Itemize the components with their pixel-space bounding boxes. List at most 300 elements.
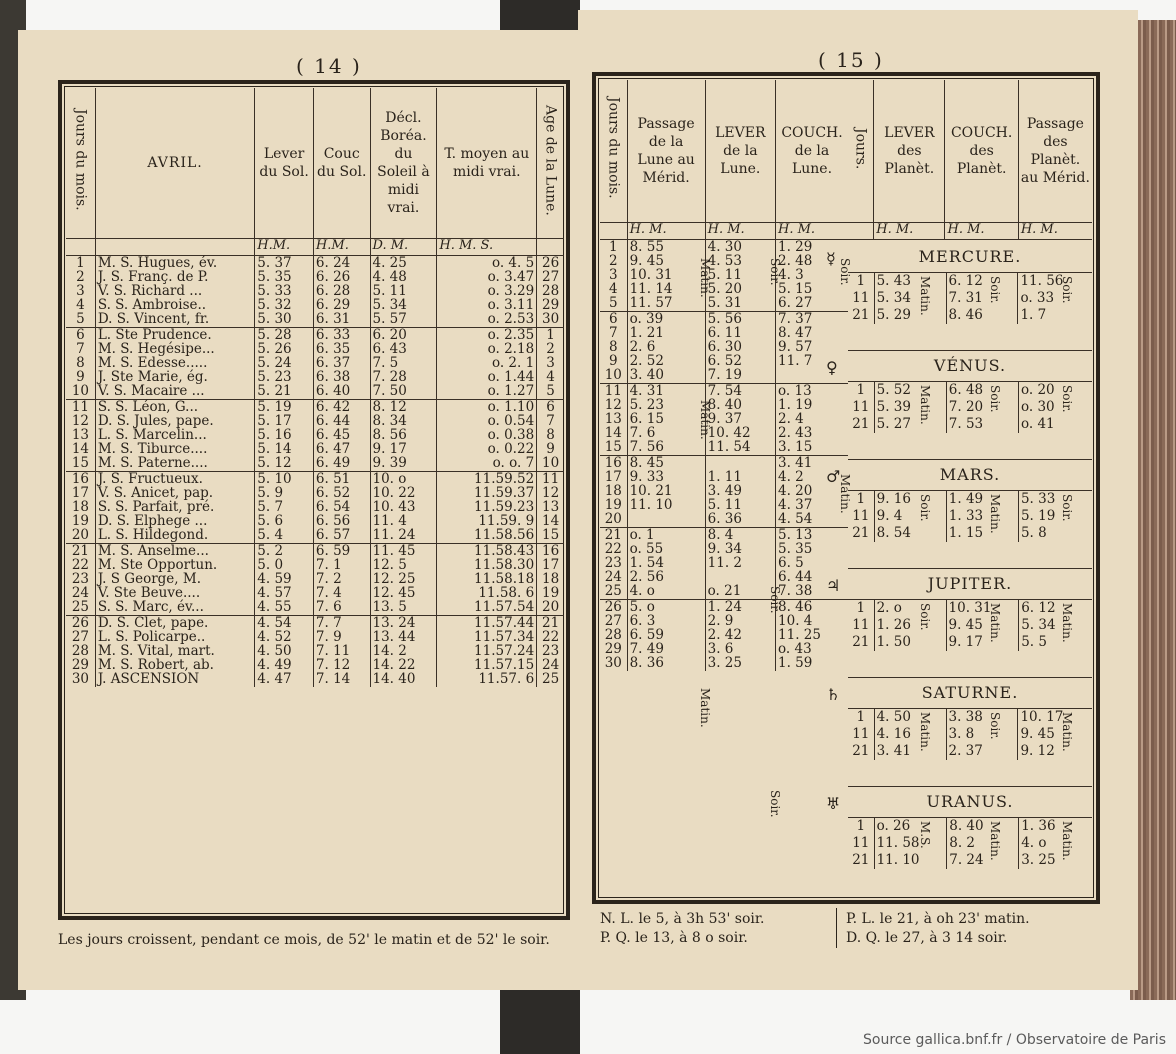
table-row	[66, 342, 564, 356]
moon-age-cell: 9	[537, 442, 564, 456]
mean-time-cell: o. 2.53	[437, 312, 537, 327]
col-moonset-header: COUCH. de la Lune.	[776, 80, 848, 222]
right-page	[578, 10, 1138, 990]
left-page	[18, 30, 580, 990]
day-cell: 23	[604, 554, 622, 571]
planet-label: VÉNUS.	[933, 356, 1007, 375]
moon-table	[600, 80, 848, 671]
declination-cell: 11. 24	[370, 528, 437, 543]
planet-meridian-cell: 11. 56	[1018, 273, 1092, 290]
table-row	[600, 296, 848, 311]
sunset-cell: 6. 26	[313, 270, 370, 284]
table-row	[66, 514, 564, 528]
planet-note: Matin.	[988, 494, 1002, 534]
saint-cell: J. S. Franç. de P.	[95, 270, 254, 284]
planet-note: Soir.	[918, 603, 932, 631]
moon-phase-line: D. Q. le 27, à 3 14 soir.	[846, 930, 1008, 946]
table-row	[66, 630, 564, 644]
planet-rise-cell: 4. 50	[874, 709, 946, 726]
day-cell: 25	[71, 599, 89, 616]
day-cell: 9	[76, 369, 85, 386]
table-row	[848, 290, 1092, 307]
col-days-header: Jours du mois.	[600, 80, 627, 222]
sunrise-cell: 4. 55	[255, 600, 314, 615]
planet-note: Soir.	[918, 494, 932, 522]
sunrise-cell: 5. 7	[255, 500, 314, 514]
day-cell: 1	[856, 491, 866, 508]
day-cell: 4	[608, 281, 618, 298]
moon-meridian-cell: 5. 23	[627, 398, 705, 412]
moonrise-cell: 11. 54	[705, 440, 775, 455]
planet-set-cell: 7. 20	[946, 399, 1018, 416]
day-cell: 9	[608, 353, 618, 370]
moonset-cell: 8. 47	[776, 326, 848, 340]
moonrise-cell: 9. 34	[705, 542, 775, 556]
moon-phases-right	[846, 910, 1030, 948]
sunset-cell: 6. 51	[313, 471, 370, 486]
moon-phase-line: P. Q. le 13, à 8 o soir.	[600, 930, 748, 946]
declination-cell: 8. 34	[370, 414, 437, 428]
table-row	[600, 542, 848, 556]
planet-meridian-cell: 5. 5	[1019, 634, 1092, 651]
sunrise-cell: 4. 50	[255, 644, 314, 658]
moon-meridian-cell: 2. 6	[627, 340, 705, 354]
day-cell: 27	[604, 612, 622, 629]
planet-set-cell: 8. 40	[947, 818, 1019, 835]
sunrise-cell: 5. 21	[255, 384, 314, 399]
unit-label: H. M.	[705, 222, 775, 239]
table-row	[66, 255, 564, 270]
table-row	[66, 658, 564, 672]
day-cell: 19	[604, 497, 622, 514]
planet-block	[826, 568, 1092, 677]
planet-rise-cell: 5. 43	[874, 273, 946, 290]
table-row	[848, 382, 1092, 399]
declination-cell: 4. 25	[370, 255, 437, 270]
planet-block	[826, 786, 1092, 895]
sunrise-cell: 5. 0	[255, 558, 314, 572]
day-cell: 21	[852, 525, 870, 542]
planet-block	[826, 350, 1092, 459]
planets-header	[848, 80, 1092, 240]
planet-rise-cell: 2. o	[874, 600, 946, 617]
mean-time-cell: o. 0.22	[437, 442, 537, 456]
table-row	[848, 726, 1092, 743]
planet-note: Matin.	[918, 712, 932, 752]
moon-note: Matin.	[698, 258, 712, 298]
moon-age-cell: 28	[537, 284, 564, 298]
moon-age-cell: 3	[537, 356, 564, 370]
table-row	[600, 614, 848, 628]
moonrise-cell	[705, 570, 775, 584]
planet-note: Soir.	[1060, 385, 1074, 413]
table-row	[848, 709, 1092, 726]
sunrise-cell: 5. 23	[255, 370, 314, 384]
sunset-cell: 6. 31	[313, 312, 370, 327]
declination-cell: 5. 11	[370, 284, 437, 298]
planet-set-cell: 3. 38	[946, 709, 1018, 726]
planet-note: Matin.	[1060, 603, 1074, 643]
footer-note: Les jours croissent, pendant ce mois, de 52' le matin et de 52' le soir.	[58, 932, 550, 948]
moonrise-cell: 4. 30	[705, 239, 775, 254]
day-cell: 5	[608, 295, 618, 312]
sunset-cell: 6. 49	[313, 456, 370, 471]
moon-phases-left	[600, 910, 764, 948]
sunset-cell: 6. 47	[313, 442, 370, 456]
sunset-cell: 6. 40	[313, 384, 370, 399]
mean-time-cell: o. 1.44	[437, 370, 537, 384]
col-days-header: Jours du mois.	[66, 88, 95, 238]
planet-block	[826, 677, 1092, 786]
moonset-cell: 5. 15	[776, 282, 848, 296]
planet-set-cell: 8. 2	[947, 835, 1019, 852]
day-cell: 24	[71, 585, 89, 602]
day-cell: 21	[852, 416, 870, 433]
sunrise-cell: 5. 33	[255, 284, 314, 298]
moonset-cell: o. 13	[776, 383, 848, 398]
day-cell: 27	[71, 628, 89, 645]
moonrise-cell: 11. 2	[705, 556, 775, 570]
table-row	[66, 384, 564, 399]
day-cell: 1	[856, 709, 866, 726]
sunset-cell: 7. 4	[313, 586, 370, 600]
day-cell: 18	[71, 498, 89, 515]
table-row	[66, 471, 564, 486]
sunrise-cell: 5. 26	[255, 342, 314, 356]
declination-cell: 10. 22	[370, 486, 437, 500]
sunrise-cell: 5. 10	[255, 471, 314, 486]
mean-time-cell: 11.58.56	[437, 528, 537, 543]
moon-age-cell: 5	[537, 384, 564, 399]
saint-cell: M. S. Paterne....	[95, 456, 254, 471]
saint-cell: J. Ste Marie, ég.	[95, 370, 254, 384]
col-planet-meridian-header: Passage des Planèt. au Mérid.	[1018, 80, 1092, 222]
col-declination-header: Décl. Boréa. du Soleil à midi vrai.	[370, 88, 437, 238]
planet-rise-cell: 9. 16	[874, 491, 946, 508]
moon-meridian-cell: 8. 36	[627, 656, 705, 670]
day-cell: 7	[608, 324, 618, 341]
moon-meridian-cell: 1. 21	[627, 326, 705, 340]
moon-age-cell: 25	[537, 672, 564, 686]
mean-time-cell: 11.59.23	[437, 500, 537, 514]
planet-name	[826, 460, 1092, 491]
day-cell: 11	[852, 617, 870, 634]
moonset-cell: 3. 41	[776, 455, 848, 470]
day-cell: 19	[71, 513, 89, 530]
planet-set-cell: 6. 48	[946, 382, 1018, 399]
planet-set-cell: 3. 8	[946, 726, 1018, 743]
moonrise-cell: 2. 9	[705, 614, 775, 628]
sunrise-cell: 5. 14	[255, 442, 314, 456]
mean-time-cell: 11.58.43	[437, 543, 537, 558]
mean-time-cell: o. 4. 5	[437, 255, 537, 270]
planet-rise-cell: 5. 29	[874, 307, 946, 324]
day-cell: 25	[604, 583, 622, 600]
moon-meridian-cell: 5. o	[627, 599, 705, 614]
moonset-cell: o. 43	[776, 642, 848, 656]
planet-note: M.S.	[918, 821, 932, 849]
table-row	[600, 656, 848, 670]
col-planet-set-header: COUCH. des Planèt.	[945, 80, 1018, 222]
day-cell: 21	[600, 527, 627, 542]
day-cell: 14	[71, 441, 89, 458]
sunset-cell: 6. 44	[313, 414, 370, 428]
moon-age-cell: 17	[537, 558, 564, 572]
declination-cell: 11. 45	[370, 543, 437, 558]
declination-cell: 8. 56	[370, 428, 437, 442]
table-row	[66, 298, 564, 312]
planet-set-cell: 9. 45	[946, 617, 1019, 634]
planet-label: URANUS.	[926, 792, 1014, 811]
moon-note: Matin.	[698, 688, 712, 728]
day-cell: 12	[604, 396, 622, 413]
mean-time-cell: o. 2. 1	[437, 356, 537, 370]
table-row	[66, 327, 564, 342]
day-cell: 18	[604, 482, 622, 499]
day-cell: 1	[856, 273, 866, 290]
moon-age-cell: 10	[537, 456, 564, 471]
moon-age-cell: 26	[537, 255, 564, 270]
planet-meridian-cell: o. 41	[1018, 416, 1092, 433]
mean-time-cell: o. o. 7	[437, 456, 537, 471]
moon-age-cell: 6	[537, 399, 564, 414]
saint-cell: D. S. Jules, pape.	[95, 414, 254, 428]
day-cell: 21	[66, 543, 95, 558]
mean-time-cell: 11.59.37	[437, 486, 537, 500]
day-cell: 30	[604, 655, 622, 672]
moon-age-cell: 27	[537, 270, 564, 284]
april-sun-table	[66, 88, 564, 687]
day-cell: 23	[71, 570, 89, 587]
unit-label: H.M.	[255, 238, 314, 255]
day-cell: 20	[604, 511, 622, 528]
table-row	[600, 383, 848, 398]
planet-set-cell: 7. 53	[946, 416, 1018, 433]
mean-time-cell: 11.59.52	[437, 471, 537, 486]
moon-age-cell: 4	[537, 370, 564, 384]
saint-cell: M. S. Vital, mart.	[95, 644, 254, 658]
declination-cell: 9. 17	[370, 442, 437, 456]
moonrise-cell: 9. 37	[705, 412, 775, 426]
moon-meridian-cell: 4. o	[627, 584, 705, 599]
moonrise-cell: 7. 19	[705, 368, 775, 383]
moon-age-cell: 8	[537, 428, 564, 442]
table-row	[848, 835, 1092, 852]
day-cell: 8	[608, 338, 618, 355]
planet-note: Matin.	[1060, 712, 1074, 752]
moonset-cell: 7. 38	[776, 584, 848, 599]
moon-age-cell: 29	[537, 298, 564, 312]
mean-time-cell: o. 3.11	[437, 298, 537, 312]
unit-label: H. M.	[1018, 222, 1092, 239]
sunrise-cell: 4. 49	[255, 658, 314, 672]
planet-meridian-cell: o. 30	[1018, 399, 1092, 416]
table-row	[848, 491, 1092, 508]
day-cell: 11	[852, 508, 870, 525]
planet-symbol-icon: ♄	[826, 685, 842, 704]
saint-cell: L. S. Marcelin...	[95, 428, 254, 442]
table-row	[600, 470, 848, 484]
table-row	[66, 586, 564, 600]
moonset-cell: 6. 5	[776, 556, 848, 570]
table-row	[66, 414, 564, 428]
declination-cell: 7. 5	[370, 356, 437, 370]
moonset-cell: 4. 37	[776, 498, 848, 512]
table-row	[600, 239, 848, 254]
planet-set-cell: 1. 33	[946, 508, 1018, 525]
table-row	[848, 525, 1092, 542]
day-cell: 2	[76, 268, 85, 285]
moon-meridian-cell: 2. 56	[627, 570, 705, 584]
moonset-cell: 4. 20	[776, 484, 848, 498]
moon-meridian-cell: 3. 40	[627, 368, 705, 383]
planet-set-cell: 10. 31	[946, 600, 1019, 617]
sunrise-cell: 5. 19	[255, 399, 314, 414]
planets-area	[826, 242, 1092, 895]
table-row	[600, 368, 848, 383]
table-row	[600, 556, 848, 570]
moon-meridian-cell: 9. 45	[627, 254, 705, 268]
planet-meridian-cell: 3. 25	[1019, 852, 1092, 869]
planet-rise-cell: 9. 4	[874, 508, 946, 525]
declination-cell: 9. 39	[370, 456, 437, 471]
day-cell: 24	[604, 569, 622, 586]
planet-set-cell: 2. 37	[946, 743, 1018, 760]
day-cell: 28	[71, 642, 89, 659]
table-row	[66, 270, 564, 284]
day-cell: 6	[600, 311, 627, 326]
moonset-cell: 5. 35	[776, 542, 848, 556]
saint-cell: L. S. Policarpe..	[95, 630, 254, 644]
declination-cell: 12. 5	[370, 558, 437, 572]
sunrise-cell: 5. 17	[255, 414, 314, 428]
sunset-cell: 6. 24	[313, 255, 370, 270]
planet-meridian-cell: 1. 7	[1018, 307, 1092, 324]
table-row	[600, 599, 848, 614]
saint-cell: S. S. Parfait, pré.	[95, 500, 254, 514]
mean-time-cell: o. 1.27	[437, 384, 537, 399]
day-cell: 15	[604, 439, 622, 456]
table-row	[66, 399, 564, 414]
mean-time-cell: 11.57.44	[437, 615, 537, 630]
saint-cell: J. S. Fructueux.	[95, 471, 254, 486]
table-row	[848, 508, 1092, 525]
moonrise-cell: 3. 6	[705, 642, 775, 656]
declination-cell: 10. o	[370, 471, 437, 486]
planet-note: Matin.	[918, 385, 932, 425]
table-row	[600, 512, 848, 527]
planet-symbol-icon: ♂	[826, 467, 842, 486]
day-cell: 30	[71, 671, 89, 688]
saint-cell: V. S. Richard ...	[95, 284, 254, 298]
page-number: ( 15 )	[818, 48, 884, 72]
planet-note: Matin.	[1060, 821, 1074, 861]
sunrise-cell: 5. 2	[255, 543, 314, 558]
day-cell: 3	[608, 266, 618, 283]
moon-meridian-cell: 6. 15	[627, 412, 705, 426]
day-cell: 17	[604, 468, 622, 485]
table-row	[66, 456, 564, 471]
saint-cell: D. S. Vincent, fr.	[95, 312, 254, 327]
mean-time-cell: 11.58.18	[437, 572, 537, 586]
moonrise-cell: 4. 53	[705, 254, 775, 268]
declination-cell: 5. 34	[370, 298, 437, 312]
table-row	[66, 486, 564, 500]
day-cell: 10	[71, 383, 89, 400]
col-mean-time-header: T. moyen au midi vrai.	[437, 88, 537, 238]
moon-meridian-cell: 9. 33	[627, 470, 705, 484]
moon-age-cell: 13	[537, 500, 564, 514]
mean-time-cell: o. 1.10	[437, 399, 537, 414]
moonset-cell: 1. 19	[776, 398, 848, 412]
table-row	[600, 412, 848, 426]
declination-cell: 7. 50	[370, 384, 437, 399]
day-cell: 29	[604, 641, 622, 658]
table-row	[848, 399, 1092, 416]
sunrise-cell: 5. 24	[255, 356, 314, 370]
saint-cell: M. S. Edesse.....	[95, 356, 254, 370]
moonrise-cell: 7. 54	[705, 383, 775, 398]
saint-cell: M. S. Hegésipe...	[95, 342, 254, 356]
sunset-cell: 7. 14	[313, 672, 370, 686]
moonset-cell: 5. 13	[776, 527, 848, 542]
planet-table	[848, 818, 1092, 869]
moon-meridian-cell: 8. 55	[627, 239, 705, 254]
day-cell: 15	[71, 455, 89, 472]
moonrise-cell: 10. 42	[705, 426, 775, 440]
table-row	[600, 484, 848, 498]
unit-label: H. M.	[874, 222, 945, 239]
moon-meridian-cell: 4. 31	[627, 383, 705, 398]
saint-cell: M. S. Tiburce....	[95, 442, 254, 456]
sunset-cell: 6. 42	[313, 399, 370, 414]
moon-meridian-cell: 6. 3	[627, 614, 705, 628]
planet-meridian-cell: 5. 34	[1019, 617, 1092, 634]
declination-cell: 13. 5	[370, 600, 437, 615]
sunrise-cell: 4. 57	[255, 586, 314, 600]
day-cell: 6	[66, 327, 95, 342]
sunrise-cell: 5. 35	[255, 270, 314, 284]
moonrise-cell: 3. 25	[705, 656, 775, 670]
unit-label: H. M.	[627, 222, 705, 239]
saint-cell: M. Ste Opportun.	[95, 558, 254, 572]
moon-meridian-cell: 2. 52	[627, 354, 705, 368]
day-cell: 21	[852, 307, 870, 324]
saint-cell: J. ASCENSION	[95, 672, 254, 686]
sunrise-cell: 4. 47	[255, 672, 314, 686]
moon-meridian-cell: 7. 49	[627, 642, 705, 656]
moonset-cell: 2. 48	[776, 254, 848, 268]
declination-cell: 13. 24	[370, 615, 437, 630]
day-cell: 7	[76, 340, 85, 357]
moonrise-cell: 8. 4	[705, 527, 775, 542]
planet-rise-cell: 11. 10	[874, 852, 947, 869]
mean-time-cell: 11.59. 9	[437, 514, 537, 528]
mean-time-cell: o. 0.38	[437, 428, 537, 442]
day-cell: 11	[852, 726, 870, 743]
moon-meridian-cell: 11. 57	[627, 296, 705, 311]
moon-meridian-cell: 8. 45	[627, 455, 705, 470]
saint-cell: L. S. Hildegond.	[95, 528, 254, 543]
moon-age-cell: 12	[537, 486, 564, 500]
sunset-cell: 6. 35	[313, 342, 370, 356]
table-row	[600, 340, 848, 354]
day-cell: 16	[66, 471, 95, 486]
day-cell: 26	[66, 615, 95, 630]
day-cell: 10	[604, 367, 622, 384]
day-cell: 8	[76, 354, 85, 371]
moonrise-cell: 6. 36	[705, 512, 775, 527]
